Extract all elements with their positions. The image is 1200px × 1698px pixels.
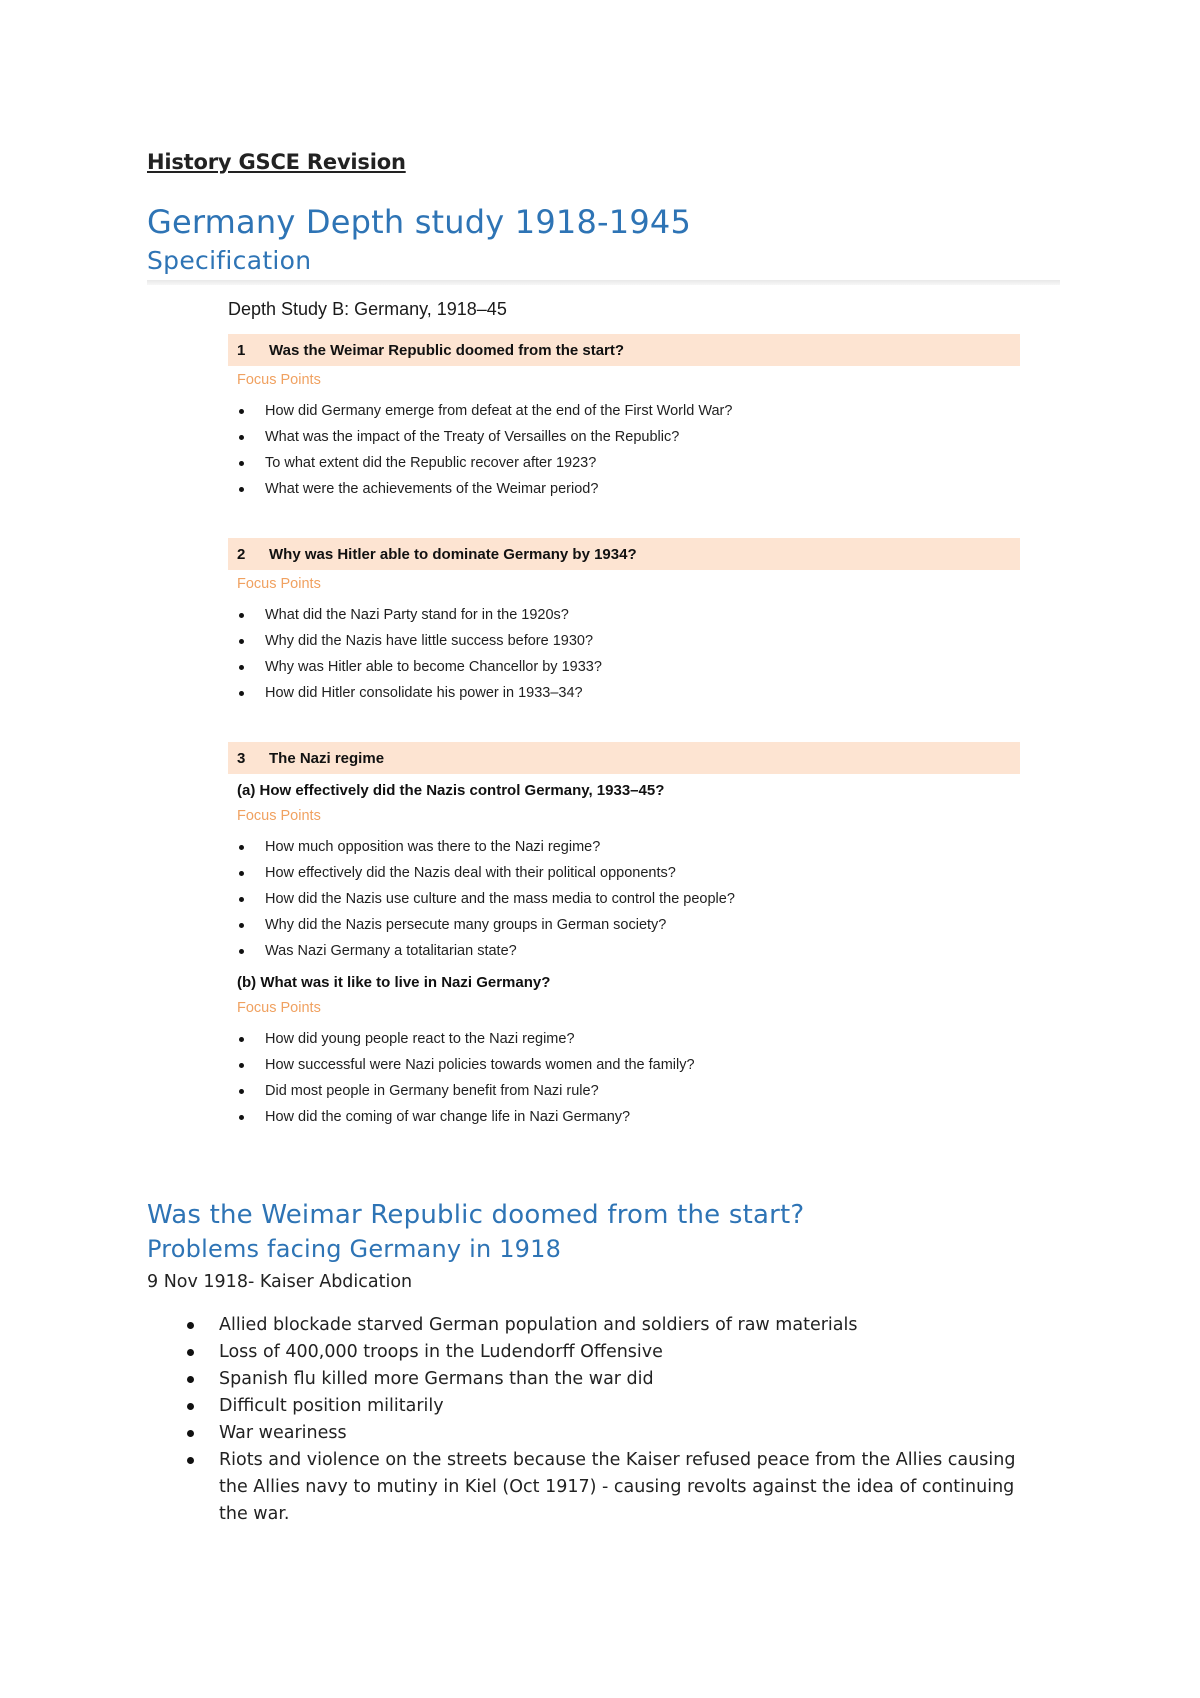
spec-section-1-points — [237, 398, 732, 502]
focus-point: What was the impact of the Treaty of Versailles on the Republic? — [237, 424, 732, 450]
focus-point: Why did the Nazis persecute many groups in German society? — [237, 912, 735, 938]
spec-subsection-a-points — [237, 834, 735, 964]
focus-points-label: Focus Points — [237, 808, 321, 824]
spec-section-title: Why was Hitler able to dominate Germany by 1934? — [269, 545, 637, 563]
spec-section-number: 3 — [237, 749, 246, 767]
focus-points-label: Focus Points — [237, 372, 321, 388]
list-item: Spanish flu killed more Germans than the war did — [147, 1366, 1047, 1393]
spec-subsection-b-title: (b) What was it like to live in Nazi Germany? — [237, 974, 551, 991]
page-subheading: Specification — [147, 246, 312, 275]
focus-point: How much opposition was there to the Nazi regime? — [237, 834, 735, 860]
list-item: War weariness — [147, 1420, 1047, 1447]
spec-subsection-a-title: (a) How effectively did the Nazis control Germany, 1933–45? — [237, 782, 665, 799]
focus-points-label: Focus Points — [237, 1000, 321, 1016]
focus-point: To what extent did the Republic recover after 1923? — [237, 450, 732, 476]
focus-point: How did Hitler consolidate his power in 1933–34? — [237, 680, 602, 706]
focus-point: Did most people in Germany benefit from Nazi rule? — [237, 1078, 695, 1104]
page-heading: Germany Depth study 1918-1945 — [147, 203, 692, 241]
spec-section-3-band — [228, 742, 1020, 774]
focus-point: Why did the Nazis have little success before 1930? — [237, 628, 602, 654]
list-item: Loss of 400,000 troops in the Ludendorff Offensive — [147, 1339, 1047, 1366]
spec-section-number: 1 — [237, 341, 246, 359]
spec-section-1-band — [228, 334, 1020, 366]
focus-point: How did the Nazis use culture and the mass media to control the people? — [237, 886, 735, 912]
focus-point: How did the coming of war change life in Nazi Germany? — [237, 1104, 695, 1130]
focus-points-label: Focus Points — [237, 576, 321, 592]
list-item: Riots and violence on the streets because the Kaiser refused peace from the Allies causing the Allies navy to mutiny in Kiel (Oct 1917) - causing revolts against the idea of continuing the war. — [147, 1447, 1047, 1528]
list-item: Allied blockade starved German population and soldiers of raw materials — [147, 1312, 1047, 1339]
focus-point: What were the achievements of the Weimar period? — [237, 476, 732, 502]
spec-section-title: The Nazi regime — [269, 749, 385, 767]
focus-point: How did Germany emerge from defeat at the end of the First World War? — [237, 398, 732, 424]
list-item: Difficult position militarily — [147, 1393, 1047, 1420]
focus-point: How did young people react to the Nazi regime? — [237, 1026, 695, 1052]
spec-section-number: 2 — [237, 545, 246, 563]
date-line: 9 Nov 1918- Kaiser Abdication — [147, 1272, 413, 1292]
focus-point: How successful were Nazi policies towards women and the family? — [237, 1052, 695, 1078]
focus-point: How effectively did the Nazis deal with their political opponents? — [237, 860, 735, 886]
spec-section-title: Was the Weimar Republic doomed from the start? — [269, 341, 625, 359]
spec-section-2-band — [228, 538, 1020, 570]
focus-point: Was Nazi Germany a totalitarian state? — [237, 938, 735, 964]
problems-list — [147, 1312, 1047, 1528]
section-heading: Was the Weimar Republic doomed from the start? — [147, 1200, 805, 1230]
focus-point: Why was Hitler able to become Chancellor by 1933? — [237, 654, 602, 680]
section-subheading: Problems facing Germany in 1918 — [147, 1235, 562, 1263]
spec-title: Depth Study B: Germany, 1918–45 — [228, 299, 507, 319]
document-title: History GSCE Revision — [147, 150, 406, 174]
focus-point: What did the Nazi Party stand for in the 1920s? — [237, 602, 602, 628]
spec-section-2-points — [237, 602, 602, 706]
spec-subsection-b-points — [237, 1026, 695, 1130]
